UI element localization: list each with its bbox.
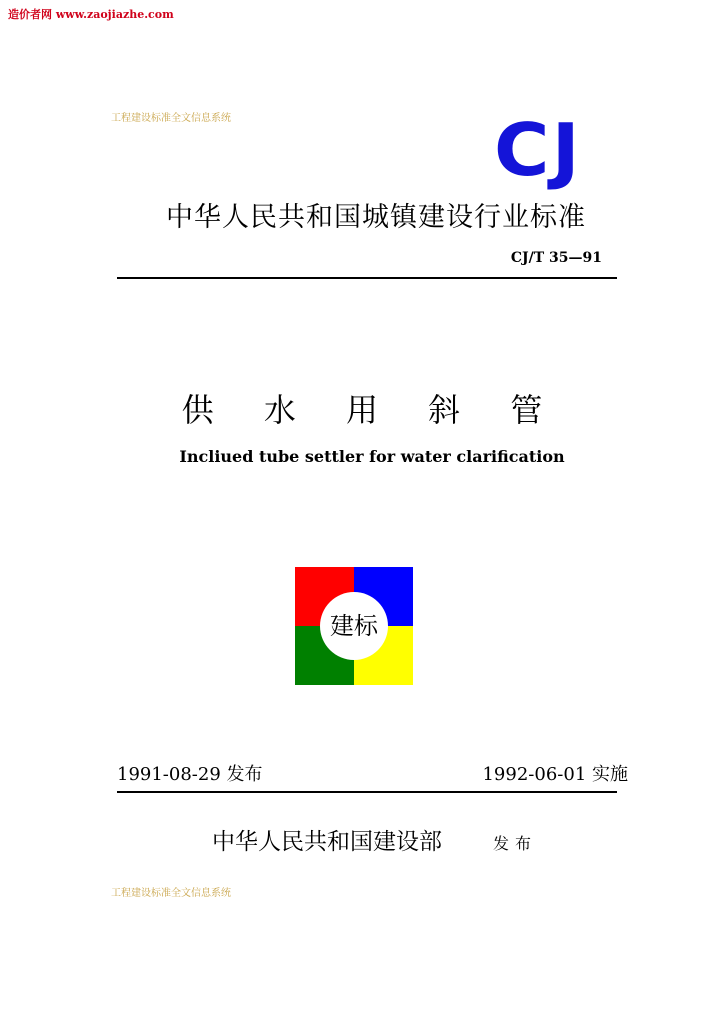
cj-logo: CJ <box>494 108 582 192</box>
standard-number: CJ/T 35—91 <box>510 250 602 266</box>
release-date: 1991-08-29 发布 <box>117 764 263 785</box>
issuing-authority: 中华人民共和国建设部 <box>212 829 442 855</box>
top-divider <box>117 277 617 279</box>
jianbiao-emblem <box>295 567 413 685</box>
system-note-top: 工程建设标准全文信息系统 <box>111 113 231 124</box>
standard-category-title: 中华人民共和国城镇建设行业标准 <box>166 202 586 233</box>
site-watermark: 造价者网 www.zaojiazhe.com <box>8 8 174 21</box>
bottom-divider <box>117 791 617 793</box>
implement-date: 1992-06-01 实施 <box>482 764 628 785</box>
emblem-text: 建标 <box>330 612 378 640</box>
issue-label: 发布 <box>493 834 538 853</box>
system-note-bottom: 工程建设标准全文信息系统 <box>111 888 231 899</box>
document-title-en: Incliued tube settler for water clarification <box>179 447 565 466</box>
document-title-cn: 供 水 用 斜 管 <box>181 391 563 429</box>
